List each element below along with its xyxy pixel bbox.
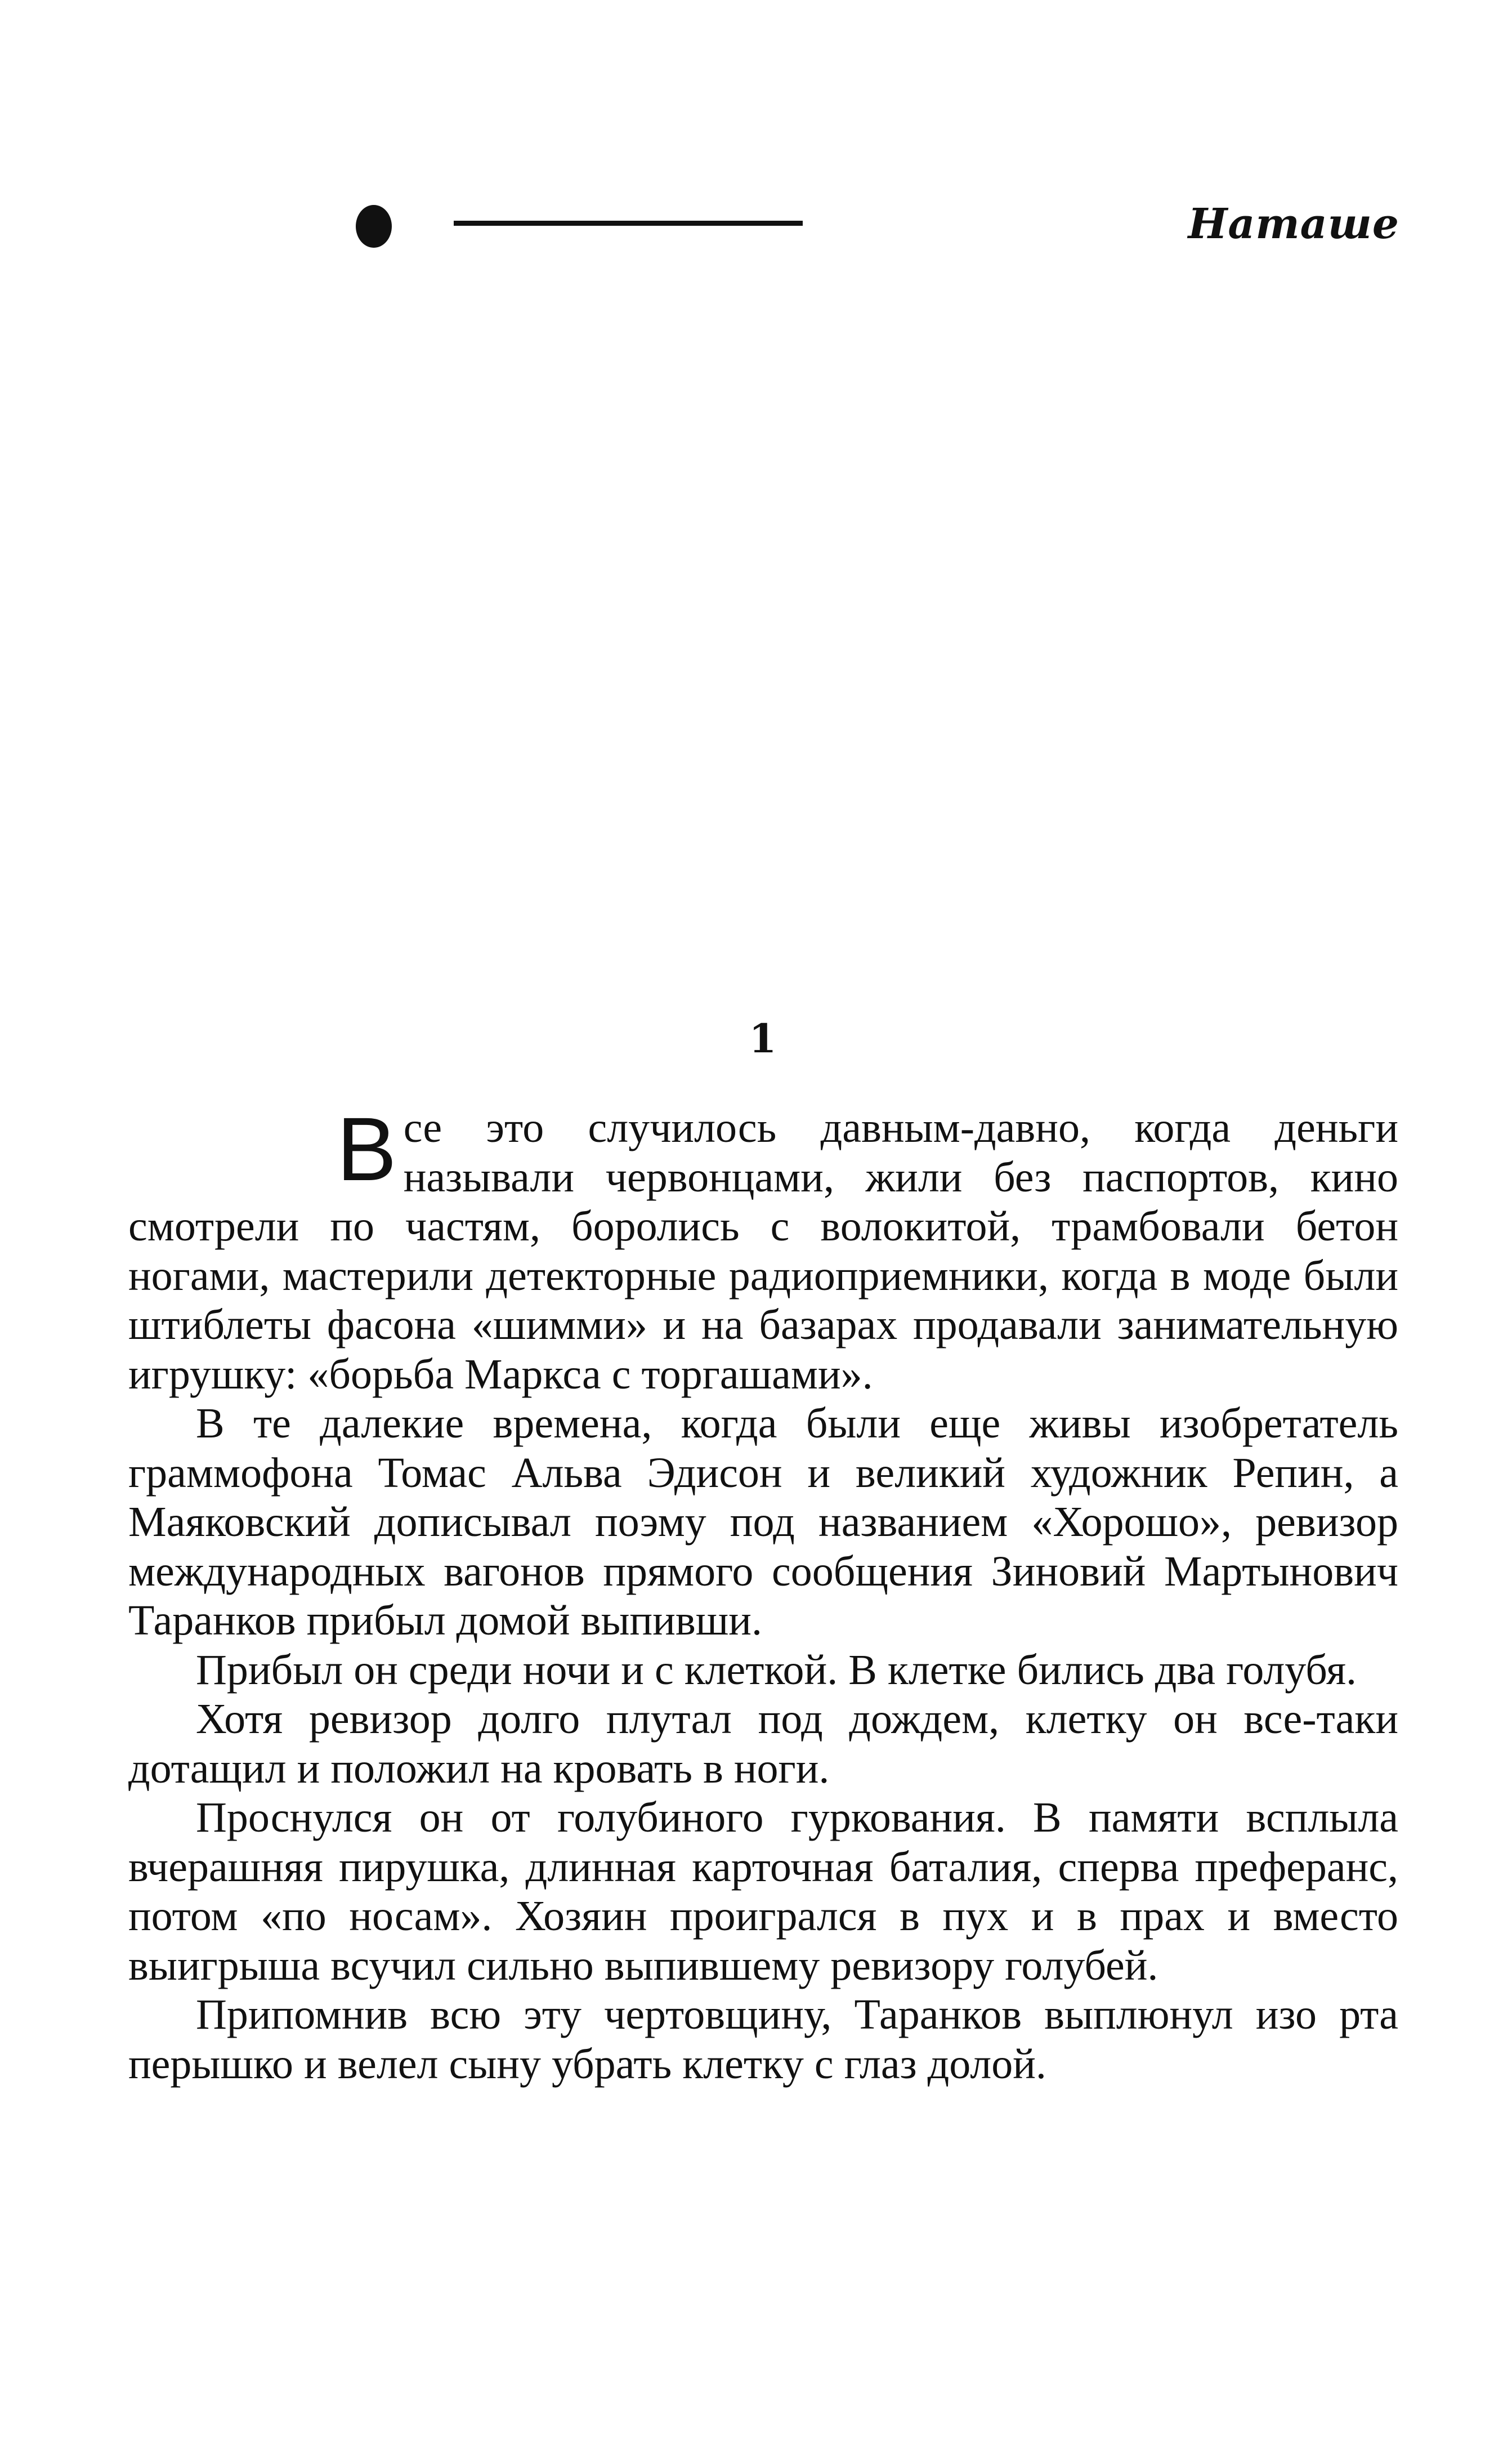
page-header <box>0 0 1512 338</box>
bullet-ornament <box>356 205 392 248</box>
paragraph-1-text: се это случилось давным-давно, когда деньги называли червонцами, жили без паспортов, кино смотрели по частям, боролись с волокитой, трамбовали бетон ногами, мастерили детекторные радиоприемники, когда в моде были штиблеты фасона «шимми» и на базарах продавали занимательную игрушку: «борьба Маркса с торгашами». <box>128 1104 1398 1398</box>
paragraph-1 <box>128 1098 1398 1399</box>
header-rule <box>454 221 803 226</box>
paragraph-3: Прибыл он среди ночи и с клеткой. В клетке бились два голубя. <box>196 1646 1357 1694</box>
dedication: Наташе <box>1188 200 1399 248</box>
paragraph-4: Хотя ревизор долго плутал под дождем, клетку он все-таки дотащил и положил на кровать в ноги. <box>128 1695 1398 1792</box>
chapter-number: 1 <box>749 1015 777 1062</box>
paragraph-2: В те далекие времена, когда были еще живы изобретатель граммофона Томас Альва Эдисон и великий художник Репин, а Маяковский дописывал поэму под названием «Хорошо», ревизор международных вагонов прямого сообщения Зиновий Мартынович Таранков прибыл домой выпивши. <box>128 1400 1398 1644</box>
drop-cap: В <box>337 1098 397 1199</box>
body-text <box>128 1098 1398 2089</box>
paragraph-6: Припомнив всю эту чертовщину, Таранков выплюнул изо рта перышко и велел сыну убрать клетку с глаз долой. <box>128 1991 1398 2088</box>
paragraph-5: Проснулся он от голубиного гуркования. В памяти всплыла вчерашняя пирушка, длинная карточная баталия, сперва преферанс, потом «по носам». Хозяин проигрался в пух и в прах и вместо выигрыша всучил сильно выпившему ревизору голубей. <box>128 1794 1398 1989</box>
